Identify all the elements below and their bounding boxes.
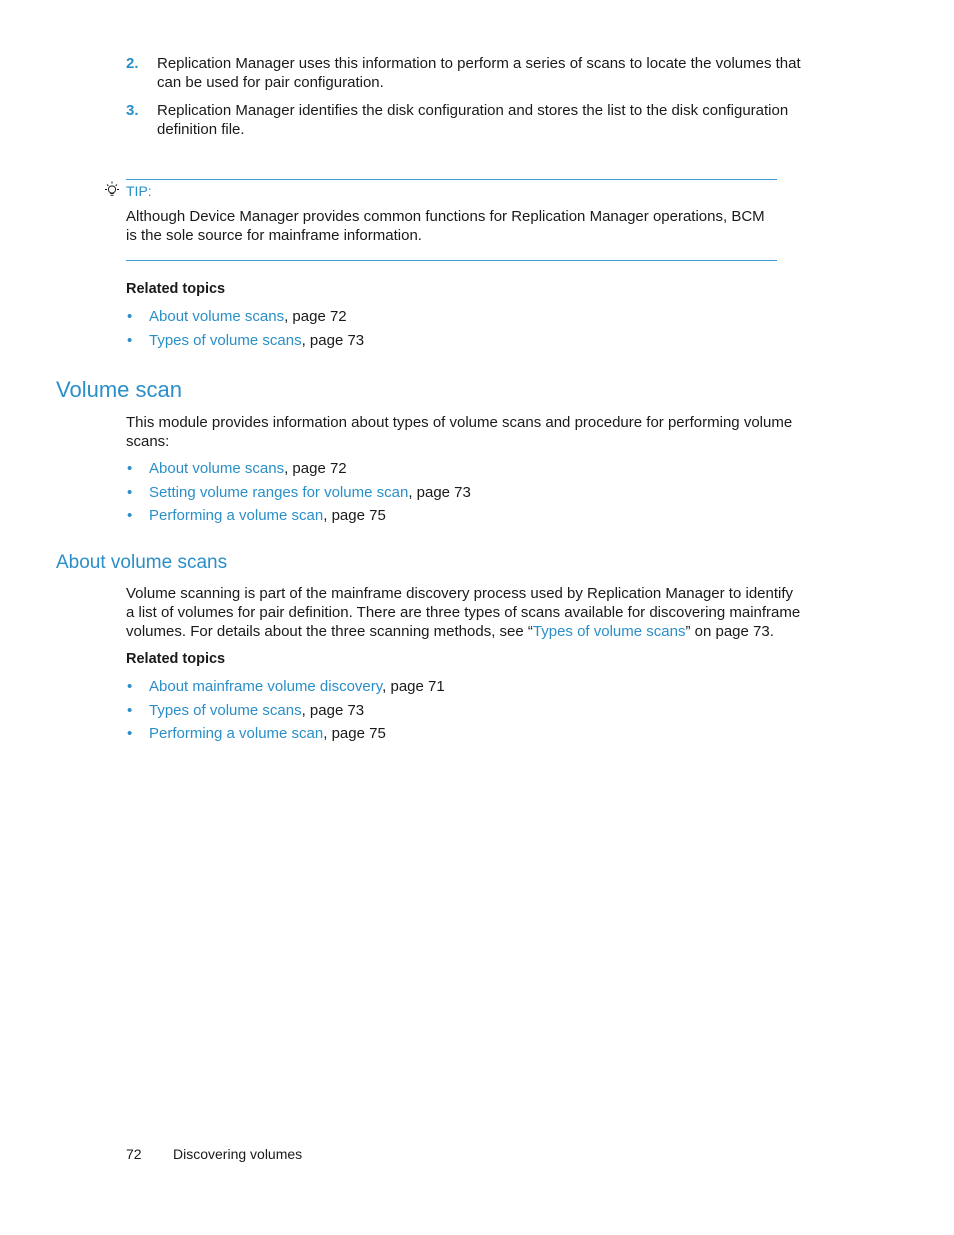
about-volume-scans-paragraph: Volume scanning is part of the mainframe discovery process used by Replication Manager to identify a list of volumes for pair definition. There are three types of scans available for discovering mainframe volumes. For details about the three scanning methods, see “Types of volume scans” on page 73. xyxy=(126,585,801,640)
types-of-volume-scans-link[interactable]: Types of volume scans xyxy=(532,623,686,640)
step-text: Replication Manager uses this information to perform a series of scans to locate the volumes that can be used for pair configuration. xyxy=(157,55,801,91)
tip-text: Although Device Manager provides common functions for Replication Manager operations, BCM is the sole source for mainframe information. xyxy=(126,208,765,244)
about-volume-scans-link[interactable]: About volume scans xyxy=(149,308,285,325)
step-2 xyxy=(126,54,806,92)
types-of-volume-scans-link[interactable]: Types of volume scans xyxy=(149,331,302,349)
setting-volume-ranges-link[interactable]: Setting volume ranges for volume scan xyxy=(149,483,409,501)
lightbulb-icon xyxy=(101,180,123,202)
performing-volume-scan-link[interactable]: Performing a volume scan xyxy=(149,507,324,525)
page-number: 72 xyxy=(126,1146,142,1162)
list-item: • Setting volume ranges for volume scan, page 73 xyxy=(127,483,471,501)
tip-top-rule xyxy=(126,179,777,180)
step-text: Replication Manager identifies the disk configuration and stores the list to the disk configuration definition file. xyxy=(157,102,789,138)
list-item: • Types of volume scans, page 73 xyxy=(127,701,365,719)
related-topics-heading: Related topics xyxy=(126,651,226,667)
volume-scan-links xyxy=(126,459,471,530)
list-item: • About volume scans, page 72 xyxy=(127,460,347,477)
list-item: • Performing a volume scan, page 75 xyxy=(127,725,386,743)
about-volume-scans-link[interactable]: About volume scans xyxy=(149,460,285,477)
step-number: 3. xyxy=(126,102,139,119)
list-item: • About volume scans, page 72 xyxy=(127,308,347,325)
about-mainframe-volume-discovery-link[interactable]: About mainframe volume discovery xyxy=(149,678,383,695)
related-topics-heading: Related topics xyxy=(126,281,226,297)
step-number: 2. xyxy=(126,55,139,72)
types-of-volume-scans-link[interactable]: Types of volume scans xyxy=(149,701,302,719)
list-item: • Types of volume scans, page 73 xyxy=(127,331,365,349)
section-heading-volume-scan: Volume scan xyxy=(56,377,182,402)
list-item: • Performing a volume scan, page 75 xyxy=(127,507,386,525)
list-item: • About mainframe volume discovery, page 71 xyxy=(127,678,445,695)
tip-label: TIP: xyxy=(126,183,152,199)
step-3 xyxy=(126,101,806,139)
footer-section-title: Discovering volumes xyxy=(173,1146,303,1162)
related-topics-list xyxy=(126,677,445,748)
related-topics-list xyxy=(126,307,364,354)
tip-bottom-rule xyxy=(126,260,777,261)
section-heading-about-volume-scans: About volume scans xyxy=(56,552,228,573)
performing-volume-scan-link[interactable]: Performing a volume scan xyxy=(149,725,324,743)
volume-scan-intro: This module provides information about types of volume scans and procedure for performing volume scans: xyxy=(126,414,793,450)
